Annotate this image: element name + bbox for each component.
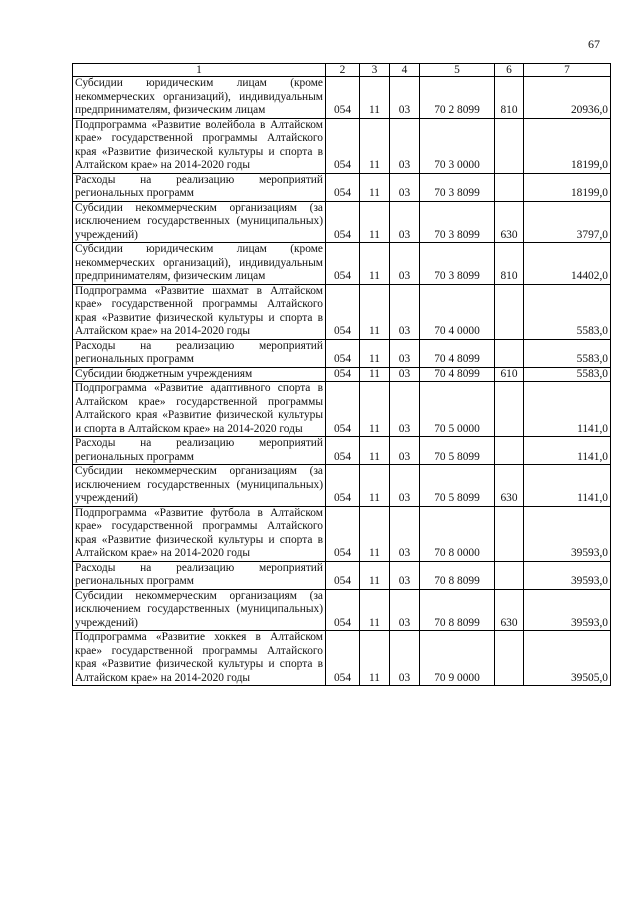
section-code: 11 xyxy=(360,437,390,465)
table-row xyxy=(73,77,611,119)
subsection-code: 03 xyxy=(390,77,420,119)
expense-type xyxy=(495,631,524,686)
section-code: 11 xyxy=(360,631,390,686)
header-cell: 2 xyxy=(326,64,360,77)
target-article: 70 4 8099 xyxy=(420,367,495,382)
subsection-code: 03 xyxy=(390,243,420,285)
row-name: Подпрограмма «Развитие адаптивного спорта в Алтайском крае» государственной программы Алтайского края «Развитие физической культуры и спорта в Алтайском крае» на 2014-2020 годы xyxy=(73,382,326,437)
subsection-code: 03 xyxy=(390,382,420,437)
table-row xyxy=(73,243,611,285)
row-name: Подпрограмма «Развитие волейбола в Алтайском крае» государственной программы Алтайского края «Развитие физической культуры и спорта в Алтайском крае» на 2014-2020 годы xyxy=(73,118,326,173)
row-name: Расходы на реализацию мероприятий региональных программ xyxy=(73,437,326,465)
expense-type xyxy=(495,382,524,437)
expense-type xyxy=(495,437,524,465)
expense-type: 810 xyxy=(495,243,524,285)
target-article: 70 3 8099 xyxy=(420,173,495,201)
target-article: 70 8 8099 xyxy=(420,589,495,631)
chapter-code: 054 xyxy=(326,367,360,382)
expense-type: 630 xyxy=(495,589,524,631)
chapter-code: 054 xyxy=(326,284,360,339)
section-code: 11 xyxy=(360,465,390,507)
chapter-code: 054 xyxy=(326,589,360,631)
target-article: 70 5 8099 xyxy=(420,437,495,465)
table-row xyxy=(73,118,611,173)
expense-type xyxy=(495,118,524,173)
expense-type xyxy=(495,173,524,201)
table-body xyxy=(73,77,611,686)
section-code: 11 xyxy=(360,118,390,173)
subsection-code: 03 xyxy=(390,367,420,382)
target-article: 70 2 8099 xyxy=(420,77,495,119)
table-row xyxy=(73,561,611,589)
table-row xyxy=(73,382,611,437)
subsection-code: 03 xyxy=(390,173,420,201)
target-article: 70 8 8099 xyxy=(420,561,495,589)
section-code: 11 xyxy=(360,339,390,367)
chapter-code: 054 xyxy=(326,339,360,367)
amount: 39505,0 xyxy=(524,631,611,686)
chapter-code: 054 xyxy=(326,201,360,243)
expense-type: 610 xyxy=(495,367,524,382)
subsection-code: 03 xyxy=(390,465,420,507)
expense-type xyxy=(495,284,524,339)
chapter-code: 054 xyxy=(326,118,360,173)
subsection-code: 03 xyxy=(390,339,420,367)
row-name: Субсидии юридическим лицам (кроме некоммерческих организаций), индивидуальным предпринимателям, физическим лицам xyxy=(73,243,326,285)
row-name: Субсидии некоммерческим организациям (за исключением государственных (муниципальных) учреждений) xyxy=(73,201,326,243)
row-name: Субсидии юридическим лицам (кроме некоммерческих организаций), индивидуальным предпринимателям, физическим лицам xyxy=(73,77,326,119)
header-cell: 1 xyxy=(73,64,326,77)
expense-type xyxy=(495,506,524,561)
expense-type: 630 xyxy=(495,201,524,243)
section-code: 11 xyxy=(360,589,390,631)
chapter-code: 054 xyxy=(326,382,360,437)
row-name: Подпрограмма «Развитие футбола в Алтайском крае» государственной программы Алтайского края «Развитие физической культуры и спорта в Алтайском крае» на 2014-2020 годы xyxy=(73,506,326,561)
chapter-code: 054 xyxy=(326,465,360,507)
subsection-code: 03 xyxy=(390,437,420,465)
section-code: 11 xyxy=(360,77,390,119)
amount: 5583,0 xyxy=(524,339,611,367)
amount: 39593,0 xyxy=(524,506,611,561)
section-code: 11 xyxy=(360,173,390,201)
amount: 3797,0 xyxy=(524,201,611,243)
table-row xyxy=(73,437,611,465)
amount: 5583,0 xyxy=(524,284,611,339)
chapter-code: 054 xyxy=(326,437,360,465)
table-row xyxy=(73,284,611,339)
section-code: 11 xyxy=(360,243,390,285)
chapter-code: 054 xyxy=(326,561,360,589)
amount: 18199,0 xyxy=(524,118,611,173)
budget-table xyxy=(72,63,611,686)
table-row xyxy=(73,506,611,561)
subsection-code: 03 xyxy=(390,631,420,686)
header-cell: 5 xyxy=(420,64,495,77)
table-row xyxy=(73,367,611,382)
amount: 1141,0 xyxy=(524,437,611,465)
amount: 18199,0 xyxy=(524,173,611,201)
chapter-code: 054 xyxy=(326,243,360,285)
section-code: 11 xyxy=(360,561,390,589)
target-article: 70 3 0000 xyxy=(420,118,495,173)
header-cell: 3 xyxy=(360,64,390,77)
target-article: 70 3 8099 xyxy=(420,243,495,285)
table-row xyxy=(73,631,611,686)
row-name: Субсидии некоммерческим организациям (за исключением государственных (муниципальных) учреждений) xyxy=(73,465,326,507)
page-number: 67 xyxy=(588,37,600,51)
table-row xyxy=(73,465,611,507)
subsection-code: 03 xyxy=(390,589,420,631)
expense-type xyxy=(495,339,524,367)
amount: 14402,0 xyxy=(524,243,611,285)
amount: 1141,0 xyxy=(524,465,611,507)
section-code: 11 xyxy=(360,506,390,561)
subsection-code: 03 xyxy=(390,118,420,173)
target-article: 70 3 8099 xyxy=(420,201,495,243)
expense-type: 630 xyxy=(495,465,524,507)
chapter-code: 054 xyxy=(326,631,360,686)
amount: 39593,0 xyxy=(524,589,611,631)
amount: 39593,0 xyxy=(524,561,611,589)
header-row xyxy=(73,64,611,77)
section-code: 11 xyxy=(360,201,390,243)
row-name: Подпрограмма «Развитие хоккея в Алтайском крае» государственной программы Алтайского края «Развитие физической культуры и спорта в Алтайском крае» на 2014-2020 годы xyxy=(73,631,326,686)
section-code: 11 xyxy=(360,284,390,339)
subsection-code: 03 xyxy=(390,284,420,339)
amount: 20936,0 xyxy=(524,77,611,119)
target-article: 70 5 8099 xyxy=(420,465,495,507)
target-article: 70 4 0000 xyxy=(420,284,495,339)
subsection-code: 03 xyxy=(390,561,420,589)
amount: 1141,0 xyxy=(524,382,611,437)
expense-type xyxy=(495,561,524,589)
chapter-code: 054 xyxy=(326,173,360,201)
row-name: Субсидии некоммерческим организациям (за исключением государственных (муниципальных) учреждений) xyxy=(73,589,326,631)
row-name: Расходы на реализацию мероприятий региональных программ xyxy=(73,173,326,201)
row-name: Расходы на реализацию мероприятий региональных программ xyxy=(73,339,326,367)
header-cell: 4 xyxy=(390,64,420,77)
target-article: 70 4 8099 xyxy=(420,339,495,367)
subsection-code: 03 xyxy=(390,506,420,561)
row-name: Субсидии бюджетным учреждениям xyxy=(73,367,326,382)
expense-type: 810 xyxy=(495,77,524,119)
table-row xyxy=(73,201,611,243)
table-row xyxy=(73,173,611,201)
table-row xyxy=(73,339,611,367)
table-row xyxy=(73,589,611,631)
chapter-code: 054 xyxy=(326,506,360,561)
row-name: Расходы на реализацию мероприятий региональных программ xyxy=(73,561,326,589)
row-name: Подпрограмма «Развитие шахмат в Алтайском крае» государственной программы Алтайского края «Развитие физической культуры и спорта в Алтайском крае» на 2014-2020 годы xyxy=(73,284,326,339)
subsection-code: 03 xyxy=(390,201,420,243)
section-code: 11 xyxy=(360,382,390,437)
target-article: 70 9 0000 xyxy=(420,631,495,686)
header-cell: 7 xyxy=(524,64,611,77)
target-article: 70 5 0000 xyxy=(420,382,495,437)
target-article: 70 8 0000 xyxy=(420,506,495,561)
header-cell: 6 xyxy=(495,64,524,77)
amount: 5583,0 xyxy=(524,367,611,382)
section-code: 11 xyxy=(360,367,390,382)
chapter-code: 054 xyxy=(326,77,360,119)
